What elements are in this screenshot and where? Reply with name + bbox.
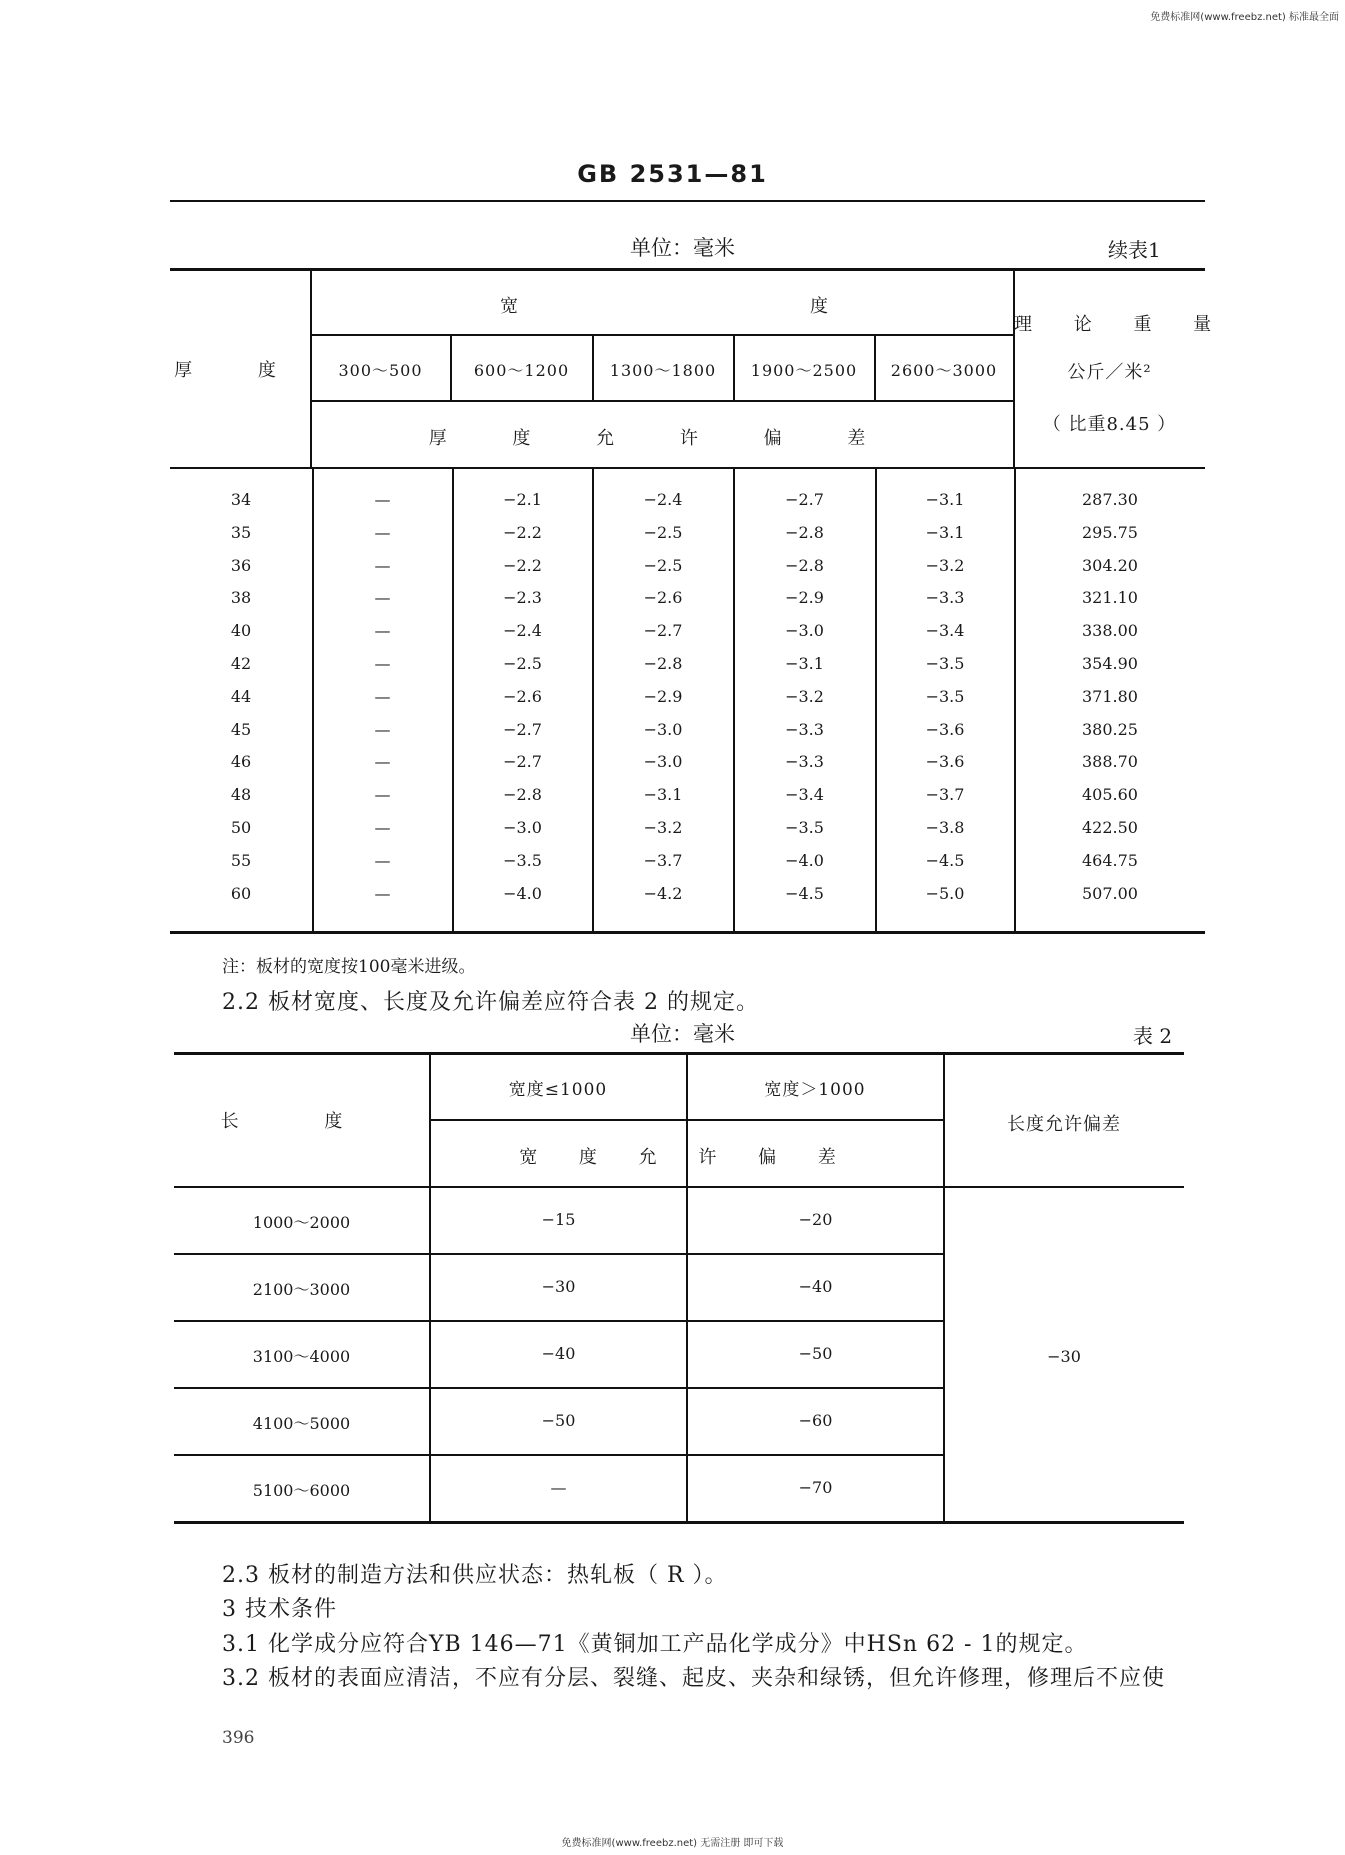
- paragraph-3: 3 技术条件: [222, 1597, 337, 1622]
- tolerance-cell: −3.2: [643, 818, 683, 837]
- tolerance-cell: −5.0: [925, 883, 965, 903]
- width-tolerance-cell: −40: [798, 1277, 833, 1296]
- paragraph-2-3: 2.3 板材的制造方法和供应状态：热轧板（ R ）。: [222, 1563, 728, 1588]
- standard-number: GB 2531—81: [577, 160, 768, 188]
- table2-unit: 单位：毫米: [630, 1022, 735, 1046]
- tolerance-cell: −3.4: [925, 621, 965, 641]
- weight-cell: 371.80: [1082, 686, 1138, 706]
- thickness-cell: 42: [230, 654, 252, 673]
- length-range-cell: 1000～2000: [252, 1213, 351, 1232]
- tolerance-cell: −2.5: [643, 555, 683, 575]
- tolerance-cell: −3.2: [925, 555, 965, 575]
- thickness-cell: 46: [230, 752, 252, 772]
- table2-length-tol-value: −30: [1047, 1347, 1081, 1366]
- table1-label: 续表1: [1108, 238, 1161, 262]
- tolerance-cell: −2.8: [785, 522, 824, 542]
- tolerance-cell: −2.5: [503, 654, 542, 673]
- thickness-cell: 44: [230, 686, 252, 706]
- table1-bottom-rule: [170, 931, 1205, 934]
- width-range: 1300～1800: [609, 361, 717, 380]
- paragraph-3-2: 3.2 板材的表面应清洁，不应有分层、裂缝、起皮、夹杂和绿锈，但允许修理，修理后不应使: [222, 1666, 1165, 1691]
- length-range-cell: 5100～6000: [252, 1481, 351, 1500]
- length-range-cell: 4100～5000: [252, 1414, 351, 1433]
- weight-cell: 295.75: [1082, 522, 1138, 542]
- table1-col-width-2: 度: [810, 296, 829, 317]
- tolerance-cell: −2.5: [643, 522, 683, 542]
- weight-cell: 354.90: [1082, 654, 1138, 673]
- tolerance-cell: −3.0: [643, 719, 683, 739]
- table2-col-width-gt: 宽度＞1000: [764, 1080, 866, 1100]
- tolerance-cell: −3.0: [503, 818, 542, 837]
- weight-cell: 422.50: [1082, 818, 1138, 837]
- tolerance-cell: −2.9: [785, 588, 824, 608]
- tolerance-cell: −3.1: [925, 490, 965, 509]
- page-number: 396: [222, 1728, 255, 1748]
- tolerance-cell: —: [374, 818, 391, 837]
- tolerance-cell: −2.7: [643, 621, 683, 641]
- tolerance-cell: −2.3: [503, 588, 542, 608]
- tolerance-cell: −3.4: [785, 785, 824, 805]
- weight-cell: 321.10: [1082, 588, 1138, 608]
- tolerance-cell: −4.2: [643, 883, 683, 903]
- tolerance-cell: −3.5: [925, 654, 965, 673]
- tolerance-cell: −2.8: [503, 785, 542, 805]
- tolerance-cell: −2.8: [643, 654, 683, 673]
- weight-cell: 287.30: [1082, 490, 1138, 509]
- table1-weight-label: 理 论 重 量: [1014, 314, 1230, 335]
- table2-label: 表 2: [1133, 1024, 1173, 1048]
- table1-unit: 单位：毫米: [630, 236, 735, 260]
- tolerance-cell: −3.5: [785, 818, 824, 837]
- width-tolerance-cell: −40: [541, 1344, 576, 1363]
- tolerance-cell: −2.7: [785, 490, 824, 509]
- tolerance-cell: −2.6: [643, 588, 683, 608]
- table1-top-rule: [170, 268, 1205, 271]
- tolerance-cell: −3.5: [925, 686, 965, 706]
- table2-tolerance-label: 宽 度 允 许 偏 差: [519, 1147, 854, 1168]
- weight-cell: 464.75: [1082, 850, 1138, 870]
- tolerance-cell: −3.3: [785, 752, 824, 772]
- weight-cell: 380.25: [1082, 719, 1138, 739]
- paragraph-3-1: 3.1 化学成分应符合YB 146—71《黄铜加工产品化学成分》中HSn 62 - 1的规定。: [222, 1632, 1088, 1657]
- tolerance-cell: −3.6: [925, 752, 965, 772]
- tolerance-cell: −3.0: [785, 621, 824, 641]
- tolerance-cell: —: [374, 719, 391, 739]
- tolerance-cell: −4.5: [785, 883, 824, 903]
- width-tolerance-cell: −60: [798, 1411, 833, 1430]
- thickness-cell: 34: [230, 490, 252, 509]
- tolerance-cell: —: [374, 490, 391, 509]
- table2-bottom-rule: [174, 1521, 1184, 1524]
- width-tolerance-cell: −70: [798, 1478, 833, 1497]
- tolerance-cell: −3.1: [643, 785, 683, 805]
- table1-col-width: 宽: [500, 296, 519, 317]
- thickness-cell: 45: [230, 719, 252, 739]
- title-rule: [170, 200, 1205, 202]
- tolerance-cell: −2.7: [503, 719, 542, 739]
- table1-note: 注：板材的宽度按100毫米进级。: [222, 957, 476, 977]
- tolerance-cell: —: [374, 686, 391, 706]
- tolerance-cell: −2.4: [503, 621, 542, 641]
- weight-cell: 405.60: [1082, 785, 1138, 805]
- site-footer-note: 免费标准网(www.freebz.net) 无需注册 即可下载: [561, 1838, 784, 1849]
- width-tolerance-cell: −50: [798, 1344, 833, 1363]
- tolerance-cell: −3.1: [925, 522, 965, 542]
- tolerance-cell: −4.5: [925, 850, 965, 870]
- tolerance-cell: −3.2: [785, 686, 824, 706]
- thickness-cell: 40: [230, 621, 252, 641]
- tolerance-cell: −2.9: [643, 686, 683, 706]
- tolerance-cell: −3.1: [785, 654, 824, 673]
- width-tolerance-cell: —: [550, 1478, 567, 1497]
- thickness-cell: 55: [230, 850, 252, 870]
- tolerance-cell: —: [374, 522, 391, 542]
- tolerance-cell: −3.0: [643, 752, 683, 772]
- thickness-cell: 36: [230, 555, 252, 575]
- tolerance-cell: −2.7: [503, 752, 542, 772]
- width-range: 1900～2500: [750, 361, 858, 380]
- tolerance-cell: −2.6: [503, 686, 542, 706]
- length-range-cell: 3100～4000: [252, 1347, 351, 1366]
- table2-top-rule: [174, 1052, 1184, 1055]
- tolerance-cell: −3.8: [925, 818, 965, 837]
- width-range: 2600～3000: [890, 361, 998, 380]
- tolerance-cell: −2.2: [503, 555, 542, 575]
- tolerance-cell: —: [374, 752, 391, 772]
- thickness-cell: 50: [230, 818, 252, 837]
- tolerance-cell: —: [374, 621, 391, 641]
- tolerance-cell: −3.6: [925, 719, 965, 739]
- width-tolerance-cell: −20: [798, 1210, 833, 1229]
- tolerance-cell: —: [374, 555, 391, 575]
- width-range: 300～500: [338, 361, 423, 380]
- tolerance-cell: −4.0: [785, 850, 824, 870]
- paragraph-2-2: 2.2 板材宽度、长度及允许偏差应符合表 2 的规定。: [222, 990, 759, 1015]
- tolerance-cell: —: [374, 588, 391, 608]
- width-tolerance-cell: −15: [541, 1210, 576, 1229]
- table1-col-thickness: 厚 度: [174, 360, 306, 381]
- weight-cell: 507.00: [1082, 883, 1138, 903]
- tolerance-cell: −2.8: [785, 555, 824, 575]
- weight-cell: 338.00: [1082, 621, 1138, 641]
- thickness-cell: 38: [230, 588, 252, 608]
- tolerance-cell: −3.5: [503, 850, 542, 870]
- weight-cell: 304.20: [1082, 555, 1138, 575]
- table1-weight-note: （ 比重8.45 ）: [1042, 414, 1177, 435]
- width-tolerance-cell: −50: [541, 1411, 576, 1430]
- tolerance-cell: —: [374, 654, 391, 673]
- thickness-cell: 60: [230, 883, 252, 903]
- tolerance-cell: −3.3: [785, 719, 824, 739]
- tolerance-cell: —: [374, 883, 391, 903]
- weight-cell: 388.70: [1082, 752, 1138, 772]
- tolerance-cell: —: [374, 850, 391, 870]
- tolerance-cell: −3.7: [643, 850, 683, 870]
- table2-col-width-le: 宽度≤1000: [508, 1080, 608, 1100]
- tolerance-cell: −4.0: [503, 883, 542, 903]
- tolerance-cell: −3.7: [925, 785, 965, 805]
- table1-header-rule: [170, 467, 1205, 469]
- thickness-cell: 35: [230, 522, 252, 542]
- thickness-cell: 48: [230, 785, 252, 805]
- tolerance-cell: −3.3: [925, 588, 965, 608]
- width-range: 600～1200: [473, 361, 570, 380]
- table2-length-tol-label: 长度允许偏差: [1007, 1114, 1121, 1135]
- tolerance-cell: —: [374, 785, 391, 805]
- length-range-cell: 2100～3000: [252, 1280, 351, 1299]
- tolerance-cell: −2.1: [503, 490, 542, 509]
- tolerance-cell: −2.4: [643, 490, 683, 509]
- table2-col-length: 长 度: [220, 1111, 383, 1132]
- site-header-note: 免费标准网(www.freebz.net) 标准最全面: [1150, 12, 1339, 23]
- table1-weight-unit: 公斤／米²: [1067, 362, 1152, 383]
- tolerance-cell: −2.2: [503, 522, 542, 542]
- table1-tolerance-label: 厚 度 允 许 偏 差: [428, 428, 896, 449]
- width-tolerance-cell: −30: [541, 1277, 576, 1296]
